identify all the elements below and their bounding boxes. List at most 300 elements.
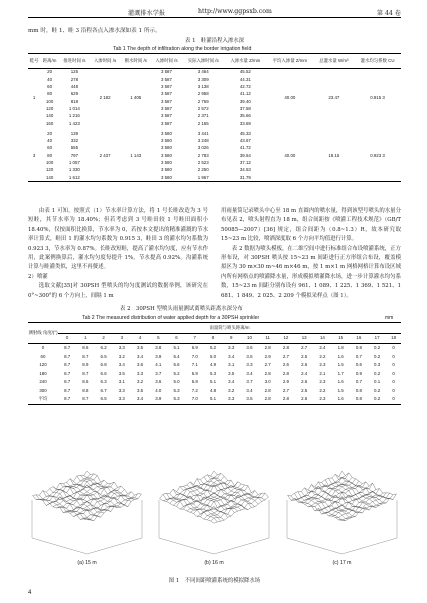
total-water-cell: 23.47 xyxy=(328,94,340,100)
table2-caption-cn: 表 2 30PSH 型喷头雨量测试离喷头距离水深分布 xyxy=(120,306,243,312)
left-column xyxy=(28,207,208,301)
advance-time-cell: 1 612 xyxy=(68,174,80,180)
table-row xyxy=(28,344,401,353)
depth-cell: 2.7 xyxy=(282,353,289,359)
depth-cell: 6.8 xyxy=(100,362,107,368)
distance-cell: 160 xyxy=(45,120,54,126)
table1-header-cell: 平均入渗量 Z/mm xyxy=(266,54,314,69)
depth-cell: 3.2 xyxy=(118,353,125,359)
advance-time-cell: 332 xyxy=(70,138,79,144)
depth-cell: 0.6 xyxy=(355,362,362,368)
angle-cell: 120 xyxy=(39,362,47,368)
depth-cell: 3.5 xyxy=(137,387,144,393)
plot-axes-frame xyxy=(32,500,142,554)
depth-cell: 3.7 xyxy=(155,370,162,376)
plot-axes-frame xyxy=(159,500,269,554)
advance-time-cell: 629 xyxy=(70,91,79,97)
depth-cell: 6.5 xyxy=(100,353,107,359)
depth-cell: 1.5 xyxy=(337,362,344,368)
distance-cell: 120 xyxy=(45,167,54,173)
depth-cell: 0 xyxy=(392,353,395,359)
depth-cell: 3.1 xyxy=(118,379,125,385)
depth-cell: 2.5 xyxy=(301,353,308,359)
depth-cell: 8.7 xyxy=(82,353,89,359)
depth-cell: 2.6 xyxy=(301,396,308,402)
distance-header-cell: 2 xyxy=(94,334,112,344)
infiltration-time-cell: 3 580 xyxy=(160,130,172,136)
depth-cell: 5.1 xyxy=(173,345,180,351)
depth-cell: 3.3 xyxy=(118,387,125,393)
actual-infiltration-time-cell: 3 026 xyxy=(197,145,209,151)
depth-cell: 8.6 xyxy=(82,345,89,351)
depth-cell: 3.6 xyxy=(246,345,253,351)
depth-cell: 0.7 xyxy=(355,379,362,385)
section-heading-sprinkler: 2）喷灌 xyxy=(28,273,48,280)
distance-header-cell: 7 xyxy=(186,334,204,344)
depth-cell: 3.2 xyxy=(137,379,144,385)
table-row xyxy=(28,378,401,387)
surface-mesh-line xyxy=(315,486,369,511)
actual-infiltration-time-cell: 3 248 xyxy=(197,138,209,144)
depth-cell: 3.9 xyxy=(155,353,162,359)
average-depth-cell: 40.00 xyxy=(284,152,296,158)
depth-cell: 2.6 xyxy=(301,379,308,385)
actual-infiltration-time-cell: 3 138 xyxy=(197,84,209,90)
infiltration-depth-cell: 43.67 xyxy=(239,138,251,144)
depth-cell: 0 xyxy=(392,345,395,351)
distance-header-cell: 6 xyxy=(167,334,185,344)
depth-cell: 3.5 xyxy=(246,396,253,402)
table2-distance-row xyxy=(28,334,401,344)
infiltration-depth-cell: 39.54 xyxy=(239,152,251,158)
infiltration-time-cell: 3 580 xyxy=(160,138,172,144)
depth-cell: 5.6 xyxy=(173,362,180,368)
table1-caption-cn: 表 1 畦灌沿程入渗水深 xyxy=(185,38,245,44)
infiltration-depth-cell: 41.72 xyxy=(239,145,251,151)
depth-cell: 2.8 xyxy=(264,370,271,376)
advance-time-cell: 125 xyxy=(70,69,79,75)
depth-cell: 8.7 xyxy=(64,362,71,368)
infiltration-time-cell: 3 580 xyxy=(160,145,172,151)
depth-cell: 1.7 xyxy=(337,370,344,376)
table1-header-cell: 距离/m xyxy=(40,54,59,69)
depth-cell: 5.3 xyxy=(173,396,180,402)
depth-cell: 6.3 xyxy=(100,379,107,385)
depth-cell: 8.7 xyxy=(82,396,89,402)
panel-a-label: (a) 15 m xyxy=(77,560,97,566)
angle-cell: 240 xyxy=(39,379,47,385)
surface-mesh-line xyxy=(339,477,393,500)
table2-span-header: 雨量筒与喷头距离/m xyxy=(58,323,401,334)
border-number-cell: 3 xyxy=(32,152,36,158)
infiltration-time-cell: 3 587 xyxy=(160,120,172,126)
infiltration-depth-cell: 37.58 xyxy=(239,105,251,111)
surface-mesh-line xyxy=(56,489,110,512)
figure-panel-b xyxy=(155,462,273,566)
depth-cell: 0.2 xyxy=(374,387,381,393)
table2-corner-label: 测射线 角度/(°) xyxy=(28,323,58,344)
figure1-caption: 图 1 不同间距喷灌系统的模拟降水场 xyxy=(168,578,261,584)
distance-header-cell: 14 xyxy=(313,334,331,344)
depth-cell: 3.2 xyxy=(228,387,235,393)
depth-cell: 2.4 xyxy=(319,345,326,351)
surface-mesh-line xyxy=(342,471,396,495)
depth-cell: 8.7 xyxy=(64,396,71,402)
depth-cell: 2.3 xyxy=(319,362,326,368)
table1-header-cell: 断水时间 /s xyxy=(120,54,151,69)
actual-infiltration-time-cell: 3 441 xyxy=(197,130,209,136)
surface-mesh-line xyxy=(315,487,369,510)
depth-cell: 3.0 xyxy=(264,379,271,385)
panel-b-label: (b) 16 m xyxy=(204,560,224,566)
table1-header-cell: 实际入渗时间 /s xyxy=(182,54,225,69)
infiltration-time-cell: 3 580 xyxy=(160,160,172,165)
depth-cell: 3.4 xyxy=(246,370,253,376)
depth-cell: 8.7 xyxy=(82,370,89,376)
infiltration-time-cell: 3 587 xyxy=(160,113,172,119)
table1-header-cell: 入渗时间 /s xyxy=(151,54,182,69)
depth-cell: 0 xyxy=(392,362,395,368)
depth-cell: 2.8 xyxy=(282,345,289,351)
distance-header-cell: 5 xyxy=(149,334,167,344)
depth-cell: 3.5 xyxy=(228,370,235,376)
depth-cell: 3.3 xyxy=(118,345,125,351)
depth-cell: 1.6 xyxy=(337,396,344,402)
table1-header-cell: 入渗时间 /s xyxy=(90,54,121,69)
depth-cell: 4.0 xyxy=(155,387,162,393)
surface-mesh-line xyxy=(166,493,220,521)
distance-header-cell: 1 xyxy=(76,334,94,344)
table1 xyxy=(28,53,401,182)
depth-cell: 2.8 xyxy=(264,345,271,351)
depth-cell: 7.0 xyxy=(191,353,198,359)
distance-header-cell: 10 xyxy=(240,334,258,344)
surface-mesh-line xyxy=(36,495,90,520)
depth-cell: 4.9 xyxy=(209,362,217,368)
depth-cell: 3.5 xyxy=(118,370,125,376)
distance-cell: 120 xyxy=(45,105,54,111)
depth-cell: 1.5 xyxy=(337,387,344,393)
table-row xyxy=(28,395,401,404)
distance-cell: 20 xyxy=(47,130,53,136)
depth-cell: 3.4 xyxy=(118,362,125,368)
depth-cell: 4.8 xyxy=(209,387,217,393)
distance-cell: 140 xyxy=(45,113,54,119)
depth-cell: 8.7 xyxy=(64,387,71,393)
infiltration-time-cell: 3 587 xyxy=(160,105,172,111)
depth-cell: 2.8 xyxy=(282,370,289,376)
depth-cell: 2.8 xyxy=(264,396,271,402)
depth-cell: 3.5 xyxy=(246,353,253,359)
distance-cell: 60 xyxy=(47,84,53,90)
surface-mesh-line xyxy=(80,495,134,519)
journal-url[interactable]: http://www.ggpsxb.com xyxy=(198,8,272,15)
table2-caption-en: Tab 2 The measured distribution of water applied depth for a 30PSH sprinkler xyxy=(82,315,260,321)
infiltration-depth-cell: 44.31 xyxy=(239,76,251,82)
depth-cell: 2.5 xyxy=(301,387,308,393)
table1-header-cell: 灌水均匀系数 CU xyxy=(354,54,401,69)
depth-cell: 2.8 xyxy=(282,396,289,402)
distance-cell: 100 xyxy=(45,98,54,104)
depth-cell: 0.8 xyxy=(355,396,362,402)
distance-cell: 40 xyxy=(47,76,53,82)
surface-mesh-line xyxy=(39,495,93,521)
depth-cell: 0.2 xyxy=(374,396,381,402)
distance-header-cell: 9 xyxy=(222,334,240,344)
distance-cell: 100 xyxy=(45,160,54,165)
depth-cell: 1.8 xyxy=(337,345,344,351)
depth-cell: 8.7 xyxy=(64,379,71,385)
infiltration-depth-cell: 37.12 xyxy=(239,160,251,165)
depth-cell: 5.2 xyxy=(209,345,217,351)
distance-header-cell: 18 xyxy=(386,334,401,344)
distance-cell: 140 xyxy=(45,174,54,180)
distance-header-cell: 13 xyxy=(295,334,313,344)
table2-units: mm xyxy=(385,315,394,321)
actual-infiltration-time-cell: 2 783 xyxy=(197,152,209,158)
infiltration-time-cell: 3 580 xyxy=(160,174,172,180)
depth-cell: 0 xyxy=(392,370,395,376)
depth-cell: 2.9 xyxy=(282,379,289,385)
infiltration-time-cell: 3 587 xyxy=(160,91,172,97)
depth-cell: 0.8 xyxy=(355,387,362,393)
depth-cell: 0.3 xyxy=(374,362,381,368)
depth-cell: 3.7 xyxy=(246,379,253,385)
depth-cell: 2.7 xyxy=(301,345,308,351)
table1-header-cell: 畦号 xyxy=(28,54,40,69)
depth-cell: 5.1 xyxy=(209,379,217,385)
depth-cell: 3.4 xyxy=(137,396,144,402)
distance-header-cell: 0 xyxy=(58,334,76,344)
depth-cell: 5.3 xyxy=(173,387,180,393)
depth-cell: 0.1 xyxy=(374,379,381,385)
infiltration-time-cell: 3 587 xyxy=(160,98,172,104)
surface-plot-b xyxy=(155,462,273,558)
depth-cell: 2.9 xyxy=(264,353,271,359)
surface-mesh-line xyxy=(308,490,362,513)
actual-infiltration-time-cell: 2 371 xyxy=(197,113,209,119)
average-depth-cell: 40.00 xyxy=(284,94,296,100)
inflow-time-cell: 2 182 xyxy=(99,94,111,100)
depth-cell: 5.0 xyxy=(209,353,217,359)
distance-cell: 40 xyxy=(47,138,53,144)
table-row xyxy=(28,353,401,362)
distance-header-cell: 4 xyxy=(131,334,149,344)
table2-header-row-1 xyxy=(28,323,401,334)
table1-header-row xyxy=(28,54,401,69)
advance-time-cell: 1 330 xyxy=(68,167,80,173)
depth-cell: 3.3 xyxy=(246,362,253,368)
infiltration-time-cell: 3 580 xyxy=(160,152,172,158)
surface-mesh-line xyxy=(36,475,90,500)
distance-header-cell: 16 xyxy=(350,334,368,344)
infiltration-depth-cell: 34.53 xyxy=(239,167,251,173)
depth-cell: 8.7 xyxy=(64,370,71,376)
depth-cell: 2.6 xyxy=(282,362,289,368)
infiltration-depth-cell: 42.72 xyxy=(239,84,251,90)
depth-cell: 8.9 xyxy=(82,362,89,368)
depth-cell: 3.8 xyxy=(155,345,162,351)
table1-header-cell: 推进时间 /s xyxy=(59,54,90,69)
depth-cell: 3.4 xyxy=(228,353,235,359)
depth-cell: 2.2 xyxy=(319,353,326,359)
journal-name: 灌溉排水学报 xyxy=(128,10,166,17)
depth-cell: 6.9 xyxy=(191,370,198,376)
lead-text: mm 时，畦 1、畦 3 沿程各点入渗水深如表 1 所示。 xyxy=(28,28,161,34)
table-row xyxy=(28,69,401,77)
distance-cell: 20 xyxy=(47,69,53,75)
distance-header-cell: 3 xyxy=(113,334,131,344)
actual-infiltration-time-cell: 2 769 xyxy=(197,98,209,104)
depth-cell: 0 xyxy=(392,379,395,385)
figure-panel-c xyxy=(283,462,401,566)
table-row xyxy=(28,130,401,137)
uniformity-cell: 0.915 3 xyxy=(370,94,385,100)
plot-axes-frame xyxy=(287,500,397,554)
depth-cell: 3.6 xyxy=(155,379,162,385)
depth-cell: 8.8 xyxy=(82,387,89,393)
actual-infiltration-time-cell: 3 309 xyxy=(197,76,209,82)
depth-cell: 4.1 xyxy=(155,362,162,368)
depth-cell: 7.2 xyxy=(191,387,198,393)
depth-cell: 2.3 xyxy=(319,396,326,402)
infiltration-time-cell: 3 587 xyxy=(160,76,172,82)
advance-time-cell: 448 xyxy=(70,84,79,90)
depth-cell: 8.7 xyxy=(64,353,71,359)
distance-header-cell: 12 xyxy=(277,334,295,344)
distance-header-cell: 11 xyxy=(259,334,277,344)
surface-mesh-line xyxy=(160,471,214,499)
angle-cell: 0 xyxy=(41,345,45,351)
table1-caption-en: Tab 1 The depth of infiltration along the border irrigation field xyxy=(113,46,252,52)
depth-cell: 5.4 xyxy=(173,353,180,359)
depth-cell: 2.3 xyxy=(319,379,326,385)
depth-cell: 6.9 xyxy=(191,345,198,351)
depth-cell: 0.2 xyxy=(374,345,381,351)
angle-cell: 300 xyxy=(39,387,47,393)
advance-time-cell: 1 057 xyxy=(68,160,80,165)
depth-cell: 7.1 xyxy=(191,362,198,368)
depth-cell: 8.7 xyxy=(64,345,71,351)
surface-mesh-line xyxy=(214,497,268,523)
depth-cell: 3.1 xyxy=(228,362,235,368)
depth-cell: 2.4 xyxy=(301,370,308,376)
cutoff-time-cell: 1 143 xyxy=(130,152,142,158)
depth-cell: 1.6 xyxy=(337,353,344,359)
depth-cell: 6.5 xyxy=(100,396,107,402)
depth-cell: 3.3 xyxy=(228,345,235,351)
actual-infiltration-time-cell: 2 572 xyxy=(197,105,209,111)
table1-header-cell: 总灌水量 W/m³ xyxy=(314,54,354,69)
infiltration-depth-cell: 45.52 xyxy=(239,69,251,75)
table-row xyxy=(28,361,401,370)
depth-cell: 2.7 xyxy=(264,362,271,368)
depth-cell: 3.4 xyxy=(137,353,144,359)
depth-cell: 3.4 xyxy=(246,387,253,393)
infiltration-depth-cell: 35.66 xyxy=(239,113,251,119)
depth-cell: 5.0 xyxy=(173,379,180,385)
depth-cell: 6.6 xyxy=(100,370,107,376)
uniformity-cell: 0.923 3 xyxy=(370,152,385,158)
infiltration-time-cell: 3 580 xyxy=(160,167,172,173)
depth-cell: 0.8 xyxy=(355,345,362,351)
table1-header-cell: 入渗水量 Z/mm xyxy=(225,54,266,69)
advance-time-cell: 1 216 xyxy=(68,113,80,119)
actual-infiltration-time-cell: 1 967 xyxy=(197,174,209,180)
actual-infiltration-time-cell: 2 523 xyxy=(197,160,209,165)
depth-cell: 0.2 xyxy=(374,353,381,359)
depth-cell: 0.7 xyxy=(355,353,362,359)
distance-cell: 60 xyxy=(47,145,53,151)
depth-cell: 5.3 xyxy=(209,370,217,376)
depth-cell: 8.6 xyxy=(82,379,89,385)
depth-cell: 3.5 xyxy=(137,345,144,351)
depth-cell: 2.7 xyxy=(282,387,289,393)
surface-plot-c xyxy=(283,462,401,558)
right-paragraph-1: 用雨量筒记录喷头中心至 18 m 直圆内的喷水量，得到该型号喷头的水量分布见表 2，喷头射程直为 18 m，组合间距按《喷灌工程技术规范》（GB/T 50085—2007）[36] 规定，组合间距为（0.8~1.3）R，故本研究取 15~23 m 比较，喷洒深度取 6 个方向平均值进行计算。 xyxy=(221,208,401,243)
right-paragraph-2: 表 2 数据为喷头模板，在二维空间中进行标准组合布设喷灌系统，正方形布设，对 30PSH 喷头按 15~23 m 间距进行正方形组合布设，覆盖模拟区为 30 m×30 m~46 m×46 m，按 1 m×1 m 网格网格计算布设区域内所有网格点的喷灌降水量，形成模拟喷灌降水场，进一步计算灌水均匀系数，15~23 m 间距分别布设有 961、1 089、1 225、1 369、1 521、1 681、1 849、2 025、2 209 个模拟采样点（图 1）。 xyxy=(221,245,401,299)
depth-cell: 7.0 xyxy=(191,396,198,402)
depth-cell: 3.9 xyxy=(155,396,162,402)
table-row xyxy=(28,387,401,396)
angle-cell: 平均 xyxy=(38,396,48,402)
distance-cell: 80 xyxy=(47,91,53,97)
surface-mesh-line xyxy=(311,485,365,509)
depth-cell: 3.3 xyxy=(137,370,144,376)
surface-mesh-line xyxy=(318,483,372,510)
panel-c-label: (c) 17 m xyxy=(332,560,352,566)
infiltration-depth-cell: 31.79 xyxy=(239,174,251,180)
surface-mesh-line xyxy=(170,493,224,520)
depth-cell: 2.2 xyxy=(319,387,326,393)
distance-header-cell: 15 xyxy=(332,334,350,344)
cutoff-time-cell: 1 405 xyxy=(130,94,142,100)
total-water-cell: 18.15 xyxy=(328,152,340,158)
surface-plot-a xyxy=(28,462,146,558)
depth-cell: 3.4 xyxy=(228,379,235,385)
depth-cell: 0 xyxy=(392,396,395,402)
distance-header-cell: 17 xyxy=(368,334,386,344)
table2 xyxy=(28,322,401,405)
actual-infiltration-time-cell: 2 250 xyxy=(197,167,209,173)
figure-panel-a xyxy=(28,462,146,566)
advance-time-cell: 1 014 xyxy=(68,105,80,111)
angle-cell: 60 xyxy=(40,353,46,359)
infiltration-depth-cell: 45.33 xyxy=(239,130,251,136)
actual-infiltration-time-cell: 2 165 xyxy=(197,120,209,126)
advance-time-cell: 139 xyxy=(70,130,79,136)
left-paragraph-2: 选取文献[35]对 30PSH 型喷头的均匀度测试的数据举例，该研究在 0°~300°的 6 个方向上，间隔 1 m xyxy=(28,283,208,299)
depth-cell: 6.8 xyxy=(191,379,198,385)
table-row xyxy=(28,370,401,379)
actual-infiltration-time-cell: 2 958 xyxy=(197,91,209,97)
infiltration-time-cell: 3 587 xyxy=(160,84,172,90)
depth-cell: 6.7 xyxy=(100,387,107,393)
infiltration-depth-cell: 39.40 xyxy=(239,98,251,104)
depth-cell: 3.3 xyxy=(118,396,125,402)
depth-cell: 0.9 xyxy=(355,370,362,376)
volume-label: 第 44 卷 xyxy=(376,10,401,17)
depth-cell: 0 xyxy=(392,387,395,393)
infiltration-depth-cell: 33.69 xyxy=(239,120,251,126)
infiltration-depth-cell: 41.12 xyxy=(239,91,251,97)
depth-cell: 2.1 xyxy=(319,370,326,376)
header-rule xyxy=(28,17,401,18)
depth-cell: 5.2 xyxy=(173,370,180,376)
depth-cell: 0.2 xyxy=(374,370,381,376)
depth-cell: 3.6 xyxy=(137,362,144,368)
page-number: 4 xyxy=(28,590,32,596)
